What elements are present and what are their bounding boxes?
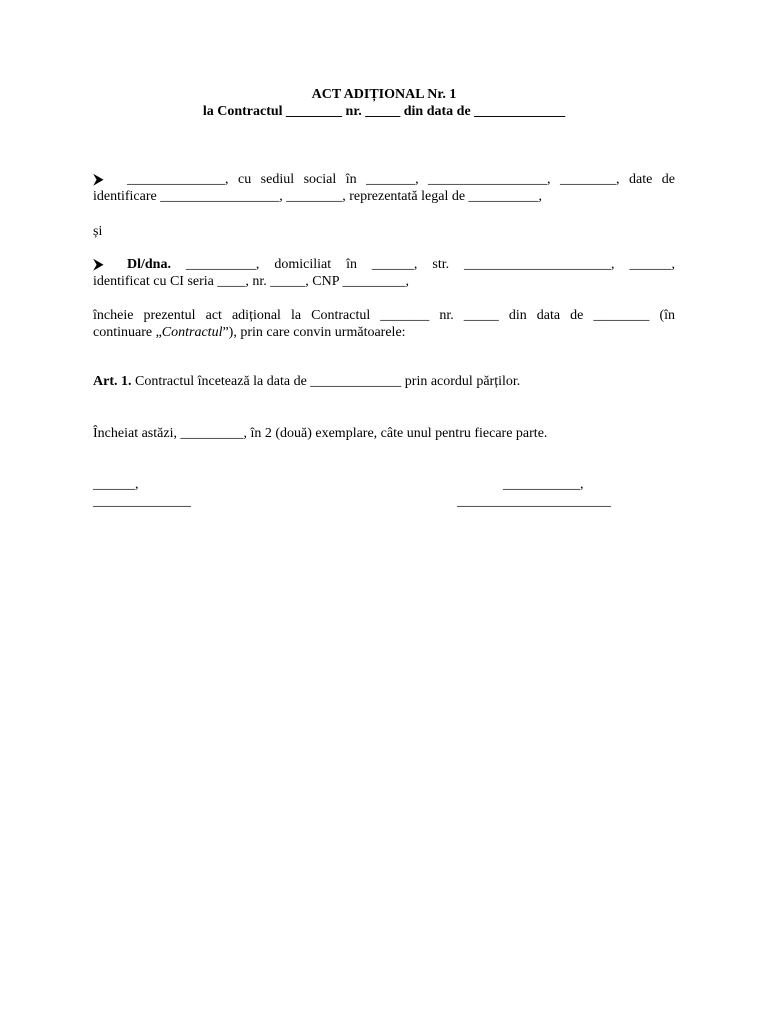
- signature-right-line1: ___________,: [503, 477, 584, 492]
- document-subtitle: la Contractul ________ nr. _____ din data de _____________: [202, 104, 566, 119]
- document-title: ACT ADIȚIONAL Nr. 1: [311, 87, 457, 102]
- connector-paragraph: [93, 223, 675, 240]
- intro-line2-prefix: continuare „: [93, 325, 162, 340]
- article1-label: Art. 1.: [93, 374, 132, 389]
- party1-line1: ______________, cu sediul social în _______, _________________, ________, date de: [127, 172, 675, 187]
- signature-left-line1: ______,: [93, 477, 139, 492]
- party2-paragraph: [93, 256, 675, 290]
- connector-text: și: [93, 224, 103, 239]
- party1-line2: identificare _________________, ________, reprezentată legal de __________,: [93, 189, 543, 204]
- arrowhead-right-icon: ⮞: [93, 170, 104, 188]
- intro-line2-suffix: ”), prin care convin următoarele:: [222, 325, 406, 340]
- intro-contract-term: Contractul: [161, 325, 223, 340]
- intro-line1: încheie prezentul act adițional la Contractul _______ nr. _____ din data de ________ (în: [93, 308, 675, 323]
- intro-paragraph: [93, 307, 675, 341]
- party2-line1-row: [93, 256, 675, 273]
- party2-line1: __________, domiciliat în ______, str. _____________________, ______,: [170, 257, 675, 272]
- arrowhead-right-icon: ⮞: [93, 255, 104, 273]
- article1-row: [93, 373, 675, 390]
- closing-paragraph: [93, 425, 675, 442]
- party1-paragraph: [93, 171, 675, 205]
- article1-paragraph: [93, 373, 675, 390]
- party2-label: Dl/dna.: [127, 257, 171, 272]
- signature-left-line2: ______________: [93, 494, 191, 509]
- signature-right-line2: ______________________: [457, 494, 611, 509]
- intro-line2-row: [93, 324, 675, 341]
- party1-line1-row: [93, 171, 675, 188]
- party2-line2: identificat cu CI seria ____, nr. _____, CNP _________,: [93, 274, 409, 289]
- article1-text: Contractul încetează la data de _____________ prin acordul părților.: [131, 374, 521, 389]
- closing-text: Încheiat astăzi, _________, în 2 (două) exemplare, câte unul pentru fiecare parte.: [93, 426, 548, 441]
